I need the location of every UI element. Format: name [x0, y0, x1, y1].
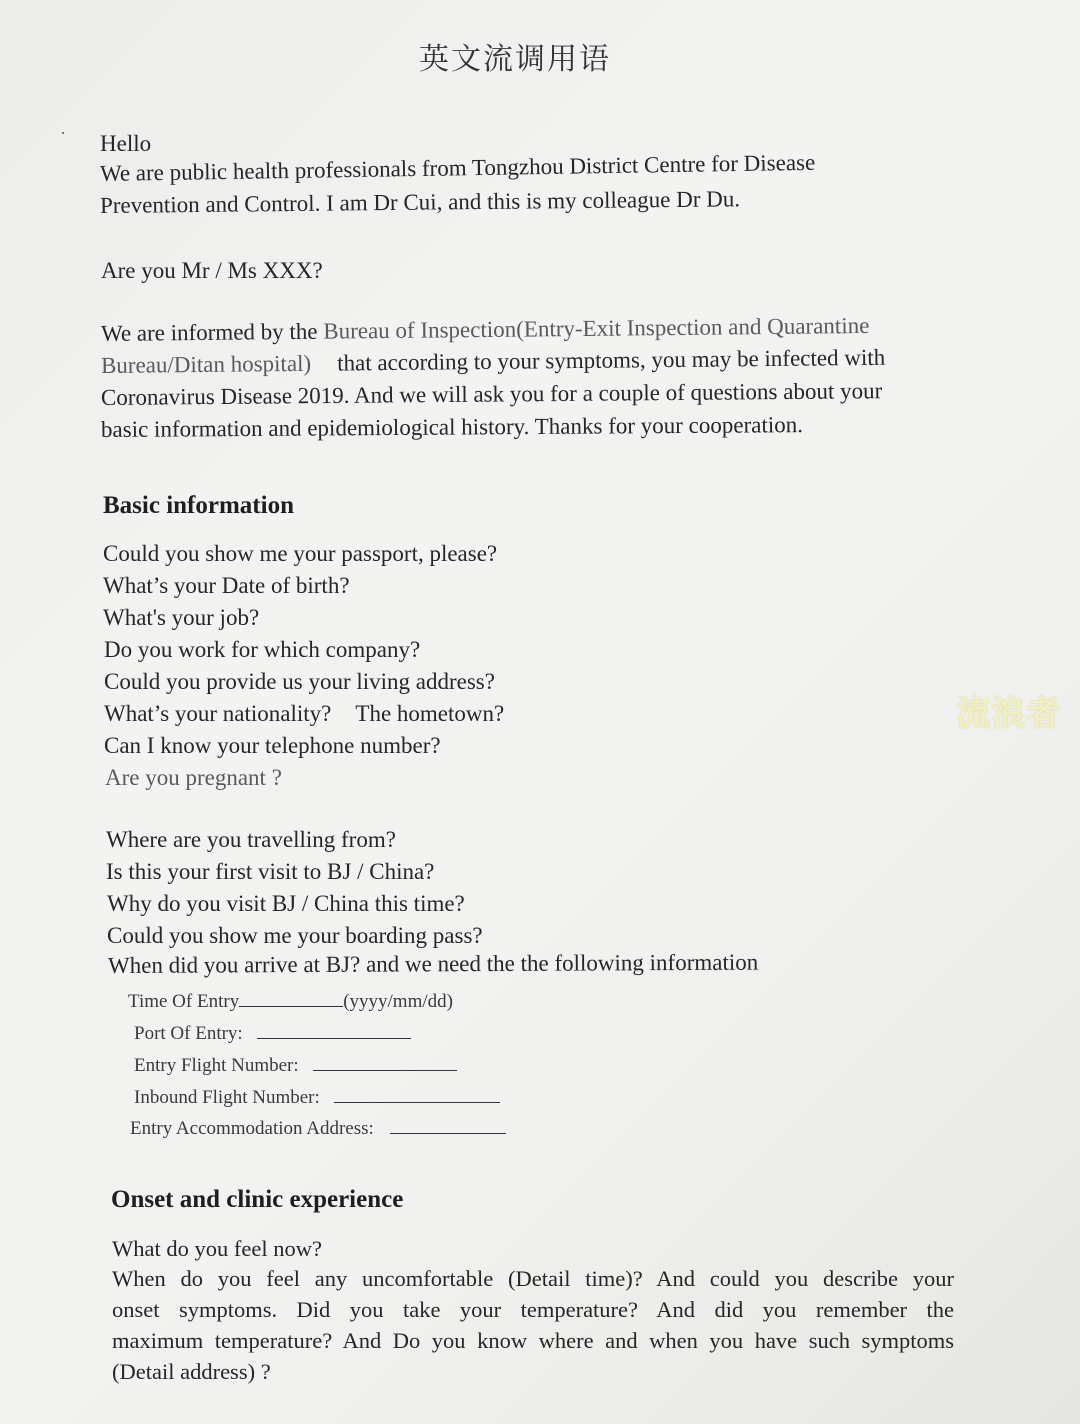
onset-paragraph-line-2: onset symptoms. Did you take your temperature? And did you remember the: [112, 1297, 954, 1322]
onset-question-feel: What do you feel now?: [112, 1236, 322, 1261]
port-of-entry-blank: [257, 1018, 411, 1039]
bureau-name-cont: Bureau/Ditan hospital): [100, 350, 312, 378]
travel-question-from: Where are you travelling from?: [106, 827, 396, 852]
basic-question-passport: Could you show me your passport, please?: [103, 541, 498, 566]
informed-by-text: We are informed by the: [100, 318, 324, 346]
onset-paragraph-line-1: When do you feel any uncomfortable (Detail time)? And could you describe your: [112, 1266, 954, 1291]
onset-paragraph-line-4: (Detail address) ?: [112, 1359, 271, 1384]
greeting: Hello: [100, 131, 152, 156]
time-of-entry-label: Time Of Entry: [128, 991, 240, 1012]
basic-question-nationality: [104, 698, 504, 730]
travel-question-why: Why do you visit BJ / China this time?: [107, 891, 465, 916]
intro-paragraph-line-3: Coronavirus Disease 2019. And we will ask you for a couple of questions about your: [100, 378, 883, 410]
intro-paragraph-line-4: basic information and epidemiological history. Thanks for your cooperation.: [100, 412, 804, 442]
basic-question-company: Do you work for which company?: [104, 637, 421, 662]
travel-question-first-visit: Is this your first visit to BJ / China?: [106, 859, 435, 884]
inbound-flight-number-label: Inbound Flight Number:: [134, 1087, 320, 1108]
basic-question-telephone: Can I know your telephone number?: [104, 733, 441, 758]
basic-question-pregnant: Are you pregnant ?: [105, 765, 282, 790]
port-of-entry-label: Port Of Entry:: [134, 1023, 243, 1044]
basic-question-birth: What’s your Date of birth?: [103, 573, 350, 598]
onset-heading: Onset and clinic experience: [111, 1186, 404, 1213]
form-time-of-entry: [128, 986, 453, 1013]
onset-paragraph-line-3: maximum temperature? And Do you know where and when you have such symptoms: [112, 1328, 954, 1353]
basic-question-job: What's your job?: [103, 605, 260, 630]
accommodation-address-label: Entry Accommodation Address:: [130, 1118, 374, 1139]
document-title: 英文流调用语: [419, 42, 611, 77]
form-inbound-flight-number: [134, 1082, 500, 1109]
form-port-of-entry: [134, 1018, 411, 1045]
form-accommodation-address: [130, 1113, 506, 1140]
travel-question-boarding-pass: Could you show me your boarding pass?: [107, 923, 483, 948]
accommodation-address-blank: [390, 1113, 506, 1134]
bureau-name: Bureau of Inspection(Entry-Exit Inspection and Quarantine: [323, 312, 870, 344]
form-entry-flight-number: [134, 1050, 457, 1077]
symptoms-text: that according to your symptoms, you may be infected with: [337, 344, 886, 376]
nationality-text: What’s your nationality?: [104, 701, 332, 726]
watermark: 流浪者: [956, 694, 1061, 734]
hometown-text: The hometown?: [355, 701, 505, 726]
ink-speck: [62, 132, 64, 134]
time-of-entry-blank: [239, 986, 343, 1007]
basic-question-address: Could you provide us your living address?: [104, 669, 495, 694]
inbound-flight-number-blank: [334, 1082, 500, 1103]
date-format-hint: (yyyy/mm/dd): [343, 991, 453, 1012]
intro-line-2: Prevention and Control. I am Dr Cui, and this is my colleague Dr Du.: [99, 186, 741, 218]
travel-question-arrival: When did you arrive at BJ? and we need the the following information: [107, 949, 759, 978]
identity-question: Are you Mr / Ms XXX?: [101, 258, 323, 283]
intro-line-1: We are public health professionals from Tongzhou District Centre for Disease: [99, 149, 816, 186]
entry-flight-number-blank: [313, 1050, 457, 1071]
entry-flight-number-label: Entry Flight Number:: [134, 1055, 299, 1076]
basic-information-heading: Basic information: [103, 492, 294, 519]
